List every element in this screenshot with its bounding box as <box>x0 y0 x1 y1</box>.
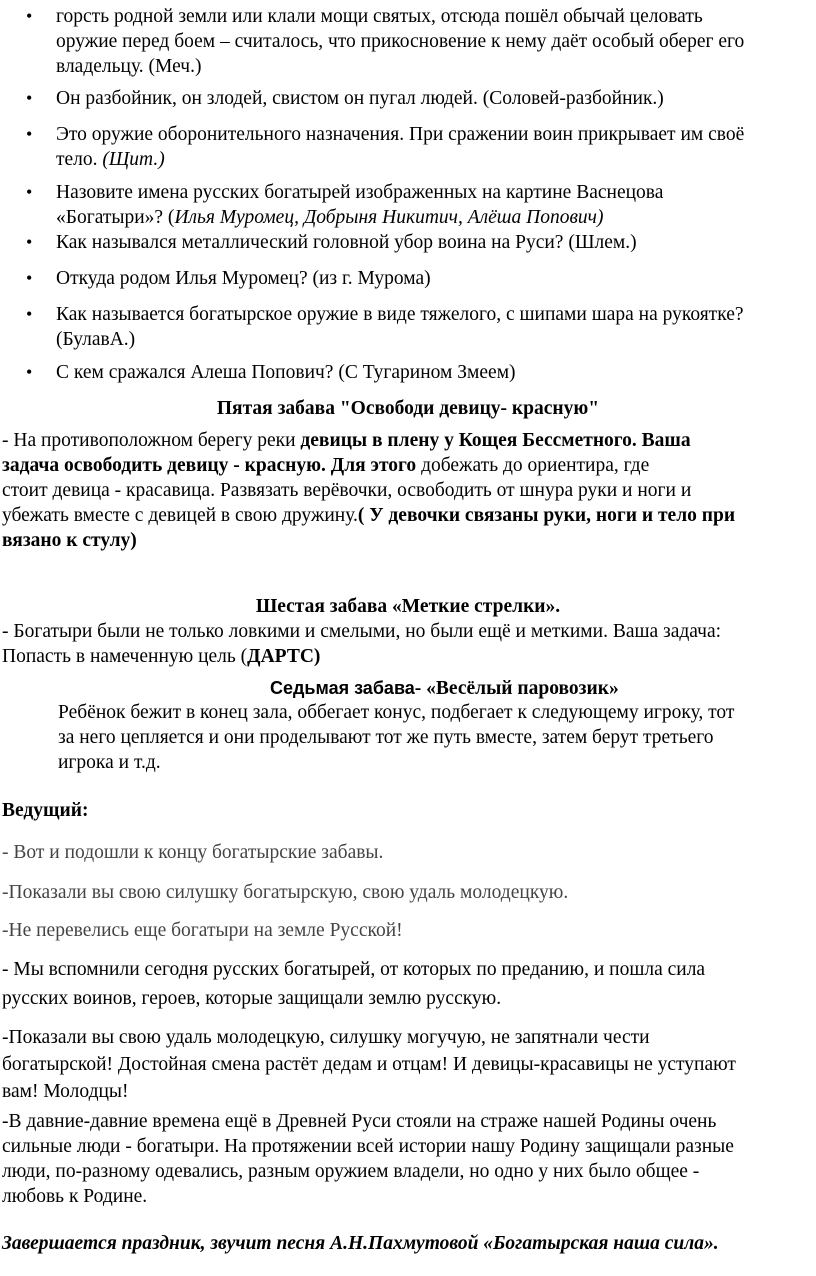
bullet-text-line: «Богатыри»? ( <box>56 207 175 228</box>
game5-line: убежать вместе с девицей в свою дружину. <box>2 505 358 526</box>
game6-line: Попасть в намеченную цель ( <box>2 646 248 667</box>
list-item <box>56 180 816 230</box>
bullet-answer: (Щит.) <box>102 149 165 170</box>
game7-title-b: - «Весёлый паровозик» <box>414 678 619 699</box>
game7-title <box>270 676 810 701</box>
bullet-text: Он разбойник, он злодей, свистом он пугал людей. (Соловей-разбойник.) <box>56 88 664 109</box>
game6-line: - Богатыри были не только ловкими и смелыми, но были ещё и меткими. Ваша задача: <box>2 621 722 642</box>
bullet-text-line: Назовите имена русских богатырей изображенных на картине Васнецова <box>56 182 664 203</box>
game6-title: Шестая забава «Меткие стрелки». <box>255 596 561 617</box>
host-paragraph: -Показали вы свою силушку богатырскую, свою удаль молодецкую. <box>2 882 569 903</box>
game5-line: добежать до ориентира, где <box>416 455 650 476</box>
bullet-text-line: Это оружие оборонительного назначения. При сражении воин прикрывает им своё <box>56 124 745 145</box>
list-item <box>56 302 816 352</box>
list-item <box>56 4 816 79</box>
host-line: любовь к Родине. <box>2 1186 148 1207</box>
bullet-text-line: владельцу. (Меч.) <box>56 56 202 77</box>
host-line: -В давние-давние времена ещё в Древней Руси стояли на страже нашей Родины очень <box>2 1111 717 1132</box>
host-line: люди, по-разному одевались, разным оружием владели, но одно у них было общее - <box>2 1161 700 1182</box>
bullet-text: Как назывался металлический головной убор воина на Руси? (Шлем.) <box>56 232 637 253</box>
host-paragraph: - Вот и подошли к концу богатырские забавы. <box>2 842 384 863</box>
host-paragraph <box>2 955 812 1013</box>
game5-line-bold: задача освободить девицу - красную. Для этого <box>2 455 417 476</box>
game5-line-bold: ( У девочки связаны руки, ноги и тело при <box>357 505 736 526</box>
host-line: -Показали вы свою удаль молодецкую, силушку могучую, не запятнали чести <box>2 1027 650 1048</box>
bullet-text-line: тело. <box>56 149 103 170</box>
game7-line: Ребёнок бежит в конец зала, оббегает конус, подбегает к следующему игроку, тот <box>58 702 735 723</box>
game5-title: Пятая забава "Освободи девицу- красную" <box>216 398 600 419</box>
final-note: Завершается праздник, звучит песня А.Н.Пахмутовой «Богатырская наша сила». <box>2 1233 719 1254</box>
host-line: - Мы вспомнили сегодня русских богатырей, от которых по преданию, и пошла сила <box>2 959 706 980</box>
host-line: богатырской! Достойная смена растёт дедам и отцам! И девицы-красавицы не уступают <box>2 1054 736 1075</box>
host-line: вам! Молодцы! <box>2 1081 129 1102</box>
list-item <box>56 360 816 385</box>
game5-line-bold: девицы в плену у Кощея Бессметного. Ваша <box>300 430 691 451</box>
host-line: русских воинов, героев, которые защищали землю русскую. <box>2 988 502 1009</box>
host-paragraph <box>2 1024 812 1105</box>
list-item <box>56 266 816 291</box>
bullet-text-line: Как называется богатырское оружие в виде тяжелого, с шипами шара на рукоятке? <box>56 304 744 325</box>
game7-line: за него цепляется и они проделывают тот же путь вместе, затем берут третьего <box>58 727 714 748</box>
list-item <box>56 122 816 172</box>
bullet-text: Откуда родом Илья Муромец? (из г. Мурома) <box>56 268 431 289</box>
bullet-text-line: горсть родной земли или клали мощи святых, отсюда пошёл обычай целовать <box>56 6 703 27</box>
game6-text <box>2 619 812 669</box>
game6-line-bold: ДАРТС) <box>247 646 321 667</box>
game5-line: - На противоположном берегу реки <box>2 430 301 451</box>
game5-line: стоит девица - красавица. Развязать верёвочки, освободить от шнура руки и ноги и <box>2 480 692 501</box>
list-item <box>56 230 816 255</box>
host-paragraph <box>2 1109 812 1209</box>
game5-text <box>2 428 812 553</box>
bullet-text-line: оружие перед боем – считалось, что прикосновение к нему даёт особый оберег его <box>56 31 745 52</box>
bullet-text-line: (БулавА.) <box>56 329 136 350</box>
game5-line-bold: вязано к стулу) <box>2 530 137 551</box>
bullet-answer: Илья Муромец, Добрыня Никитич, Алёша Попович) <box>174 207 604 228</box>
bullet-text: С кем сражался Алеша Попович? (С Тугарином Змеем) <box>56 362 516 383</box>
host-label: Ведущий: <box>2 800 89 821</box>
list-item <box>56 86 816 111</box>
host-line: сильные люди - богатыри. На протяжении всей истории нашу Родину защищали разные <box>2 1136 734 1157</box>
game7-title-a: Седьмая забава <box>270 678 415 698</box>
game7-line: игрока и т.д. <box>58 752 161 773</box>
host-paragraph: -Не перевелись еще богатыри на земле Русской! <box>2 920 403 941</box>
game7-text <box>58 700 814 775</box>
